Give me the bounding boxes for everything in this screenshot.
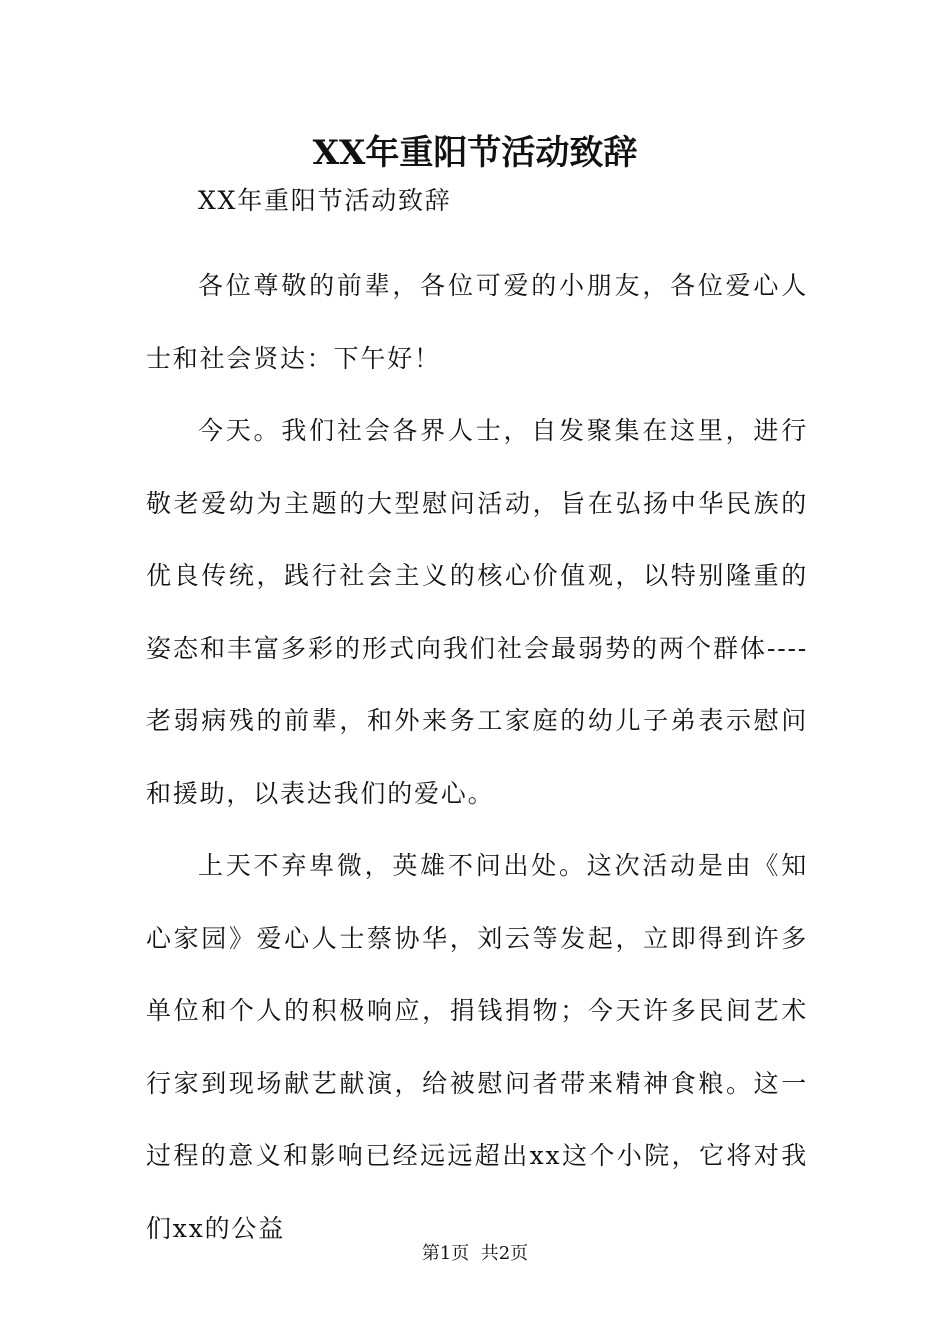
document-title: XX年重阳节活动致辞	[312, 133, 638, 173]
body-paragraph: 今天。我们社会各界人士，自发聚集在这里，进行敬老爱幼为主题的大型慰问活动，旨在弘扬中华民族的优良传统，践行社会主义的核心价值观，以特别隆重的姿态和丰富多彩的形式向我们社会最弱势的两个群体----老弱病残的前辈，和外来务工家庭的幼儿子弟表示慰问和援助，以表达我们的爱心。	[146, 416, 808, 808]
page-footer	[0, 1239, 950, 1269]
page-number-label: 第1页 共2页	[421, 1243, 529, 1264]
subtitle-paragraph: XX年重阳节活动致辞	[198, 186, 452, 215]
document-body	[146, 178, 808, 1265]
greeting-paragraph: 各位尊敬的前辈，各位可爱的小朋友，各位爱心人士和社会贤达：下午好！	[146, 271, 808, 373]
body-paragraph: 上天不弃卑微，英雄不问出处。这次活动是由《知心家园》爱心人士蔡协华，刘云等发起，立即得到许多单位和个人的积极响应，捐钱捐物；今天许多民间艺术行家到现场献艺献演，给被慰问者带来精神食粮。这一过程的意义和影响已经远远超出xx这个小院，它将对我们xx的公益	[146, 851, 808, 1243]
